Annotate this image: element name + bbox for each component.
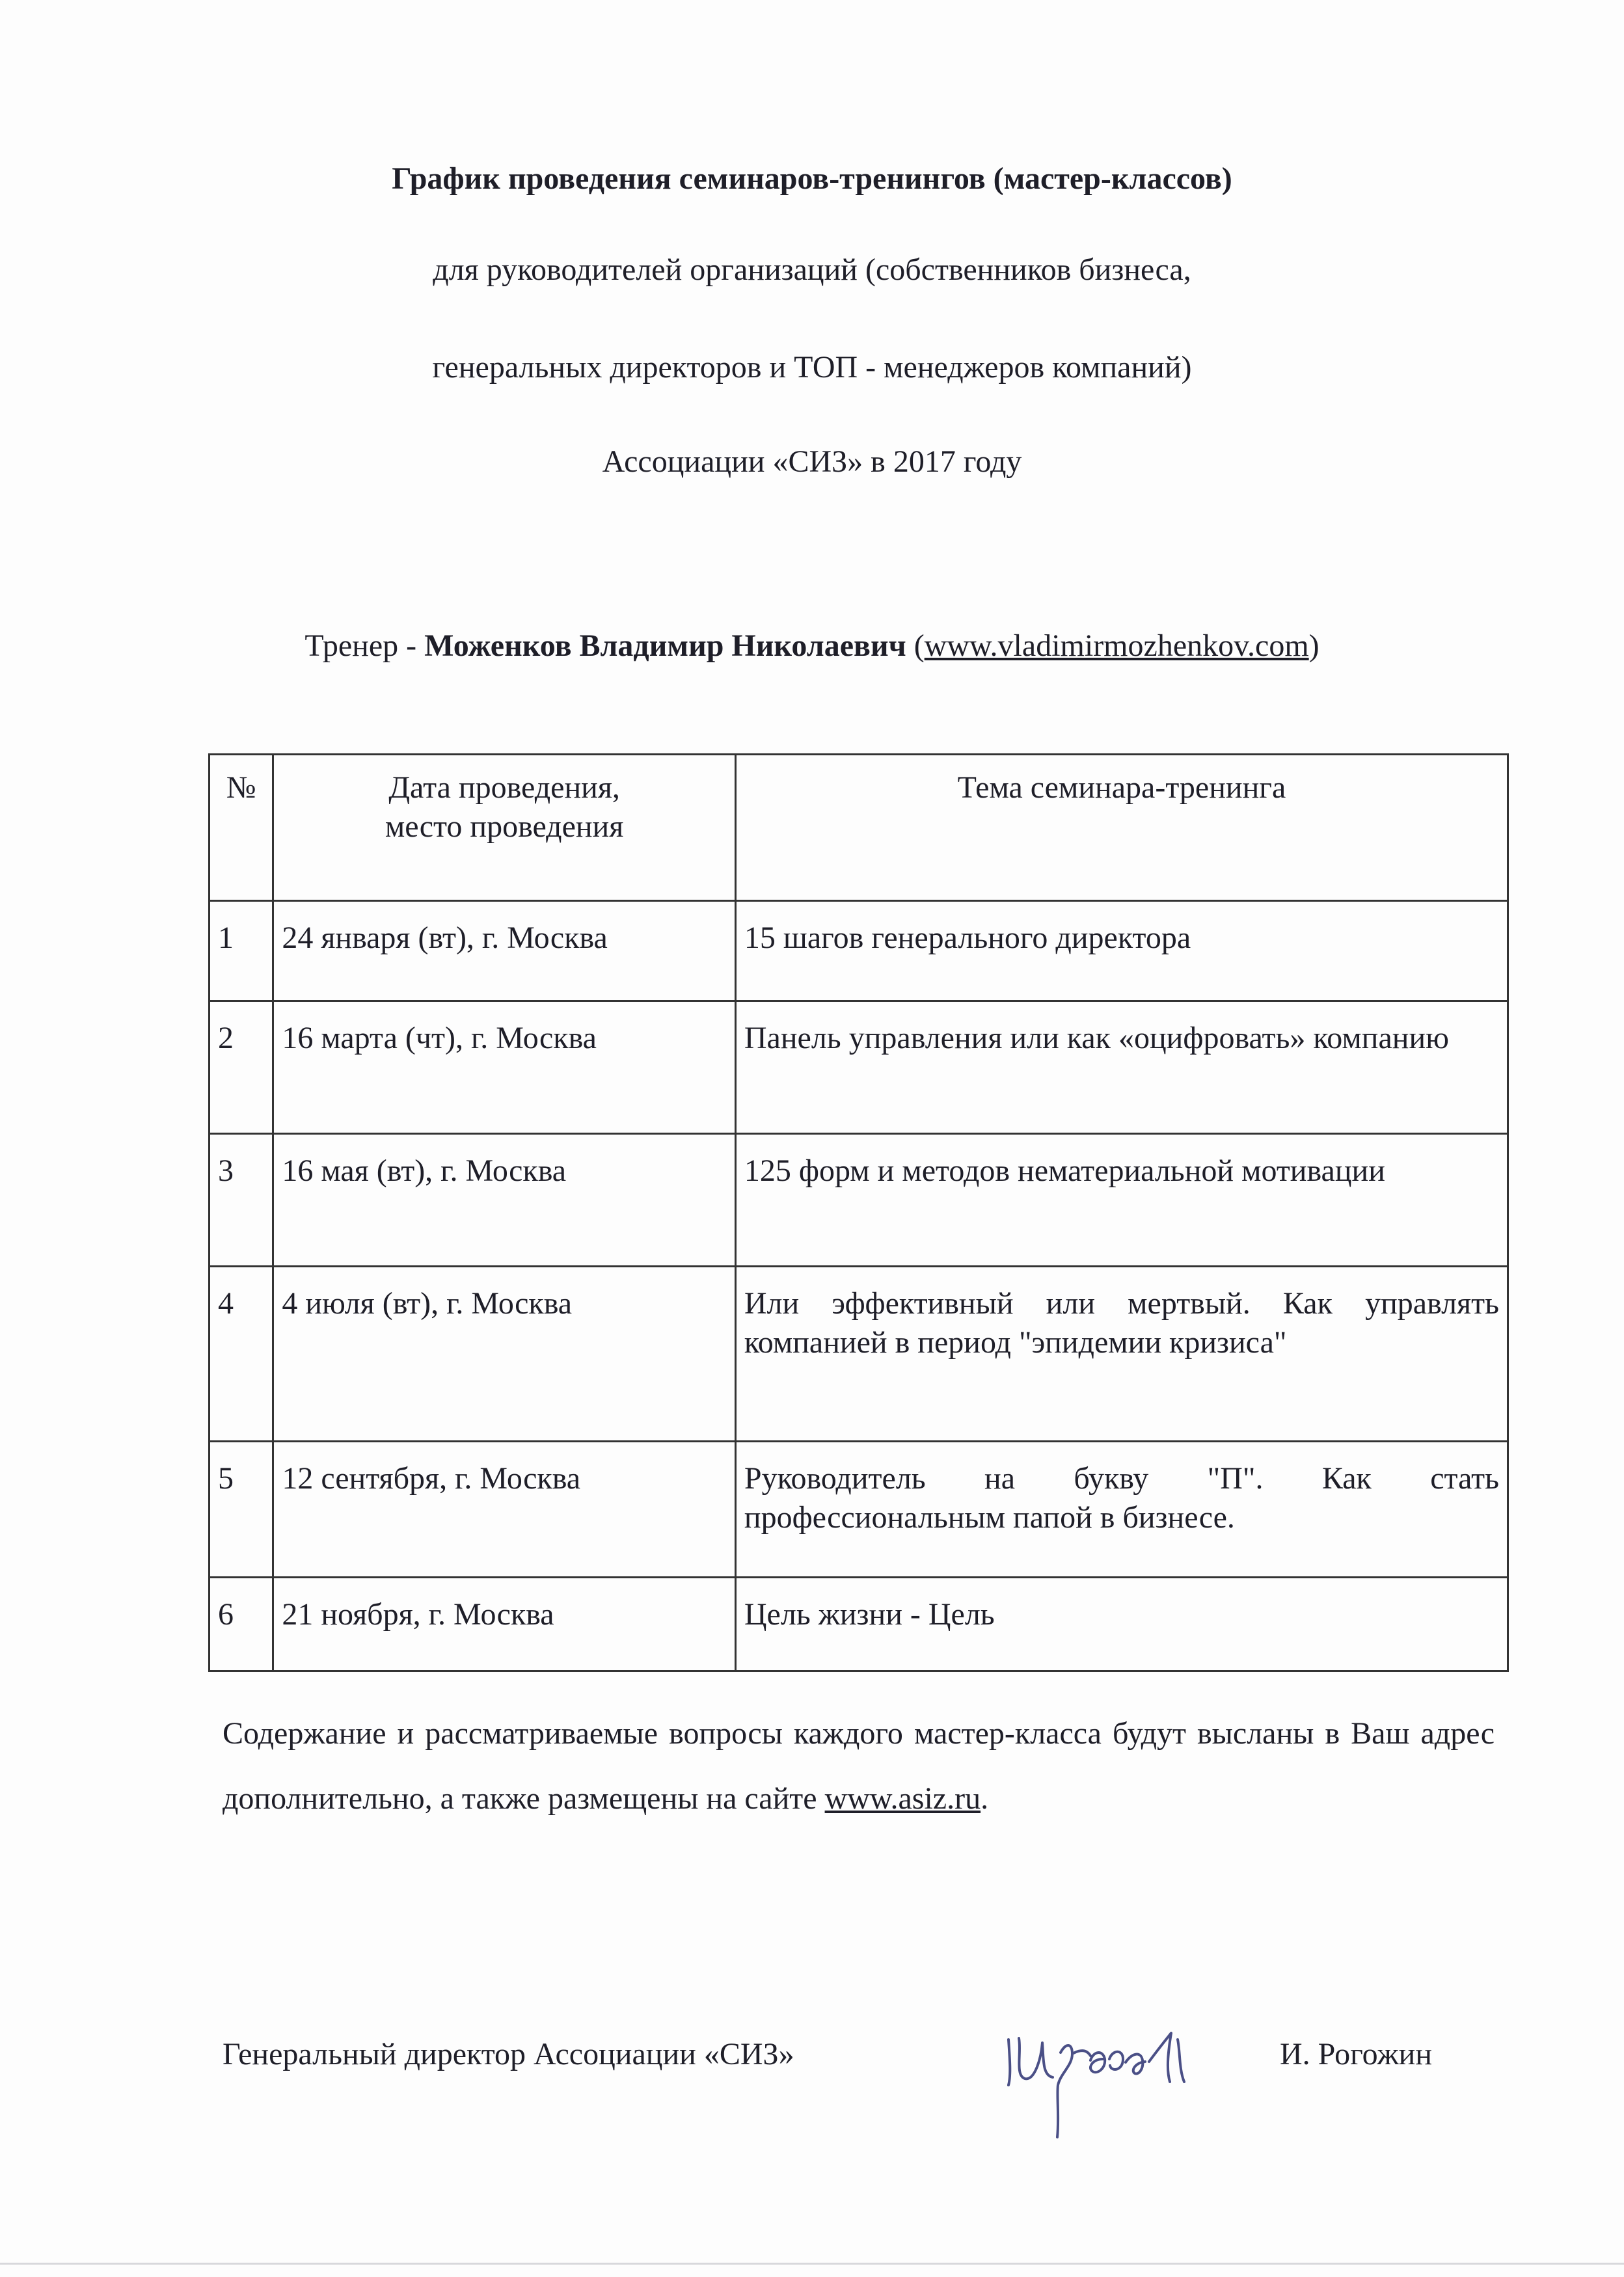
table-row (210, 1001, 1508, 1134)
paren-close: ) (1308, 628, 1320, 663)
trainer-name: Моженков Владимир Николаевич (424, 628, 906, 663)
table-header-row (210, 755, 1508, 901)
header-date-line-1: Дата проведения, (388, 770, 620, 805)
header-topic: Тема семинара-тренинга (735, 755, 1508, 901)
table-row (210, 901, 1508, 1001)
paren-open: ( (906, 628, 925, 663)
row-topic: Панель управления или как «оцифровать» компанию (735, 1001, 1508, 1134)
trainer-website-link[interactable]: www.vladimirmozhenkov.com (924, 628, 1309, 663)
row-topic: 15 шагов генерального директора (735, 901, 1508, 1001)
trainer-prefix: Тренер - (304, 628, 425, 663)
row-num: 1 (210, 901, 273, 1001)
header-num: № (210, 755, 273, 901)
handwritten-signature-icon (995, 2014, 1230, 2144)
header-date (273, 755, 736, 901)
table-row (210, 1134, 1508, 1267)
subtitle-line-1: для руководителей организаций (собственников бизнеса, (433, 252, 1191, 287)
row-num: 5 (210, 1442, 273, 1578)
signatory-position: Генеральный директор Ассоциации «СИЗ» (223, 2037, 794, 2071)
table-row (210, 1267, 1508, 1442)
row-topic: 125 форм и методов нематериальной мотивации (735, 1134, 1508, 1267)
row-date: 24 января (вт), г. Москва (273, 901, 736, 1001)
row-date: 21 ноября, г. Москва (273, 1578, 736, 1671)
row-topic: Руководитель на букву "П". Как стать профессиональным папой в бизнесе. (735, 1442, 1508, 1578)
row-num: 2 (210, 1001, 273, 1134)
subtitle-line-2: генеральных директоров и ТОП - менеджеров компаний) (432, 350, 1192, 384)
row-num: 3 (210, 1134, 273, 1267)
scan-edge-divider (0, 2263, 1624, 2265)
row-date: 16 марта (чт), г. Москва (273, 1001, 736, 1134)
row-num: 6 (210, 1578, 273, 1671)
asiz-website-link[interactable]: www.asiz.ru (824, 1781, 981, 1816)
subtitle-line-3: Ассоциации «СИЗ» в 2017 году (602, 444, 1022, 479)
schedule-table (208, 753, 1509, 1672)
content-note (223, 1701, 1495, 1831)
row-topic: Или эффективный или мертвый. Как управлять компанией в период "эпидемии кризиса" (735, 1267, 1508, 1442)
header-date-line-2: место проведения (385, 809, 624, 844)
row-num: 4 (210, 1267, 273, 1442)
row-date: 16 мая (вт), г. Москва (273, 1134, 736, 1267)
trainer-line (0, 627, 1624, 666)
row-date: 12 сентября, г. Москва (273, 1442, 736, 1578)
table-row (210, 1442, 1508, 1578)
note-end: . (981, 1781, 989, 1816)
table-row (210, 1578, 1508, 1671)
row-date: 4 июля (вт), г. Москва (273, 1267, 736, 1442)
row-topic: Цель жизни - Цель (735, 1578, 1508, 1671)
note-text: Содержание и рассматриваемые вопросы каждого мастер-класса будут высланы в Ваш адрес дополнительно, а также размещены на сайте (223, 1716, 1495, 1816)
document-title: График проведения семинаров-тренингов (мастер-классов) (392, 161, 1232, 196)
signatory-name: И. Рогожин (1280, 2037, 1432, 2071)
